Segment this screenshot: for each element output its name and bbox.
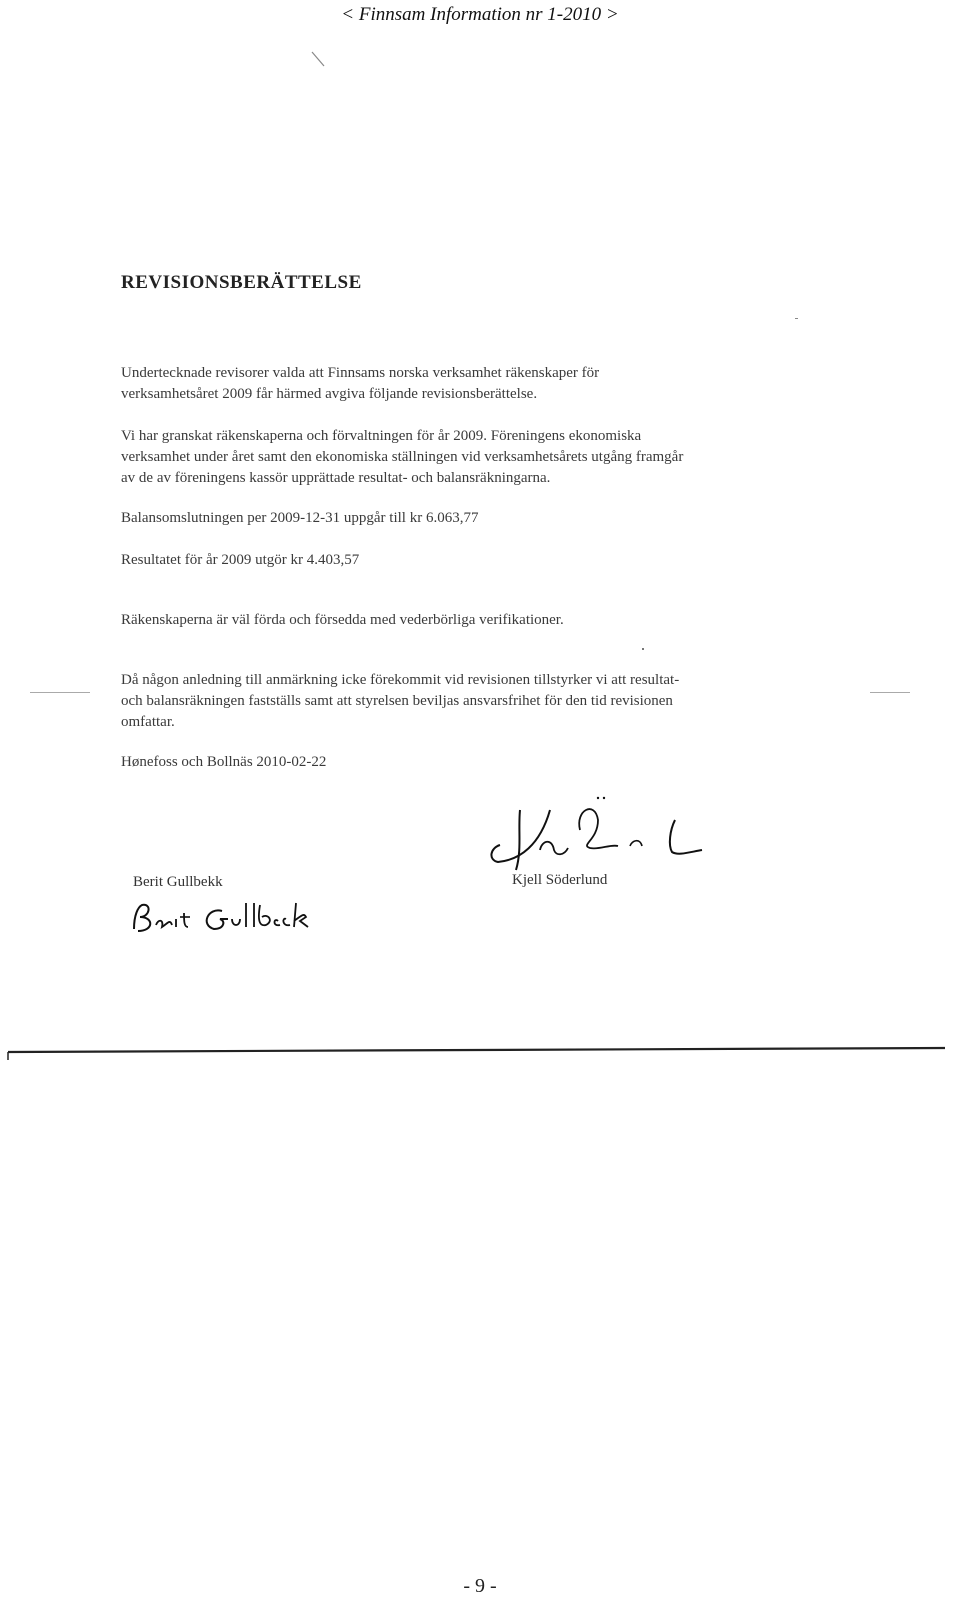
page-number: - 9 - [463,1575,497,1597]
place-and-date [121,752,801,773]
signature-berit [128,895,328,945]
paragraph-conclusion [121,670,801,733]
text-line: omfattar. [121,714,175,730]
paragraph-intro [121,363,801,405]
scan-speck [642,648,644,650]
text-line: Hønefoss och Bollnäs 2010-02-22 [121,754,327,770]
text-line: Vi har granskat räkenskaperna och förvaltningen för år 2009. Föreningens ekonomiska [121,428,642,444]
text-line: av de av föreningens kassör upprättade resultat- och balansräkningarna. [121,470,551,486]
text-line: Då någon anledning till anmärkning icke förekommit vid revisionen tillstyrker vi att resultat- [121,672,680,688]
text-line: Räkenskaperna är väl förda och försedda med vederbörliga verifikationer. [121,612,564,628]
text-line: verksamhetsåret 2009 får härmed avgiva följande revisionsberättelse. [121,386,538,402]
paragraph-balance [121,508,801,529]
text-line: och balansräkningen fastställs samt att styrelsen beviljas ansvarsfrihet för den tid revisionen [121,693,673,709]
paragraph-result [121,550,801,571]
scan-mark [870,692,910,693]
scan-speck [310,50,330,70]
signatory-name: Berit Gullbekk [133,874,223,890]
paragraph-accounts [121,610,801,631]
scan-speck [795,318,798,319]
text-line: Undertecknade revisorer valda att Finnsams norska verksamhet räkenskaper för [121,365,600,381]
document-header: < Finnsam Information nr 1-2010 > [341,4,619,25]
text-line: Resultatet för år 2009 utgör kr 4.403,57 [121,552,360,568]
text-line: verksamhet under året samt den ekonomiska ställningen vid verksamhetsårets utgång framgår [121,449,684,465]
paragraph-review [121,426,801,489]
document-title: REVISIONSBERÄTTELSE [121,272,362,293]
scan-mark [30,692,90,693]
scan-border-line [0,1030,960,1070]
signatory-name: Kjell Söderlund [512,872,608,888]
text-line: Balansomslutningen per 2009-12-31 uppgår till kr 6.063,77 [121,510,479,526]
